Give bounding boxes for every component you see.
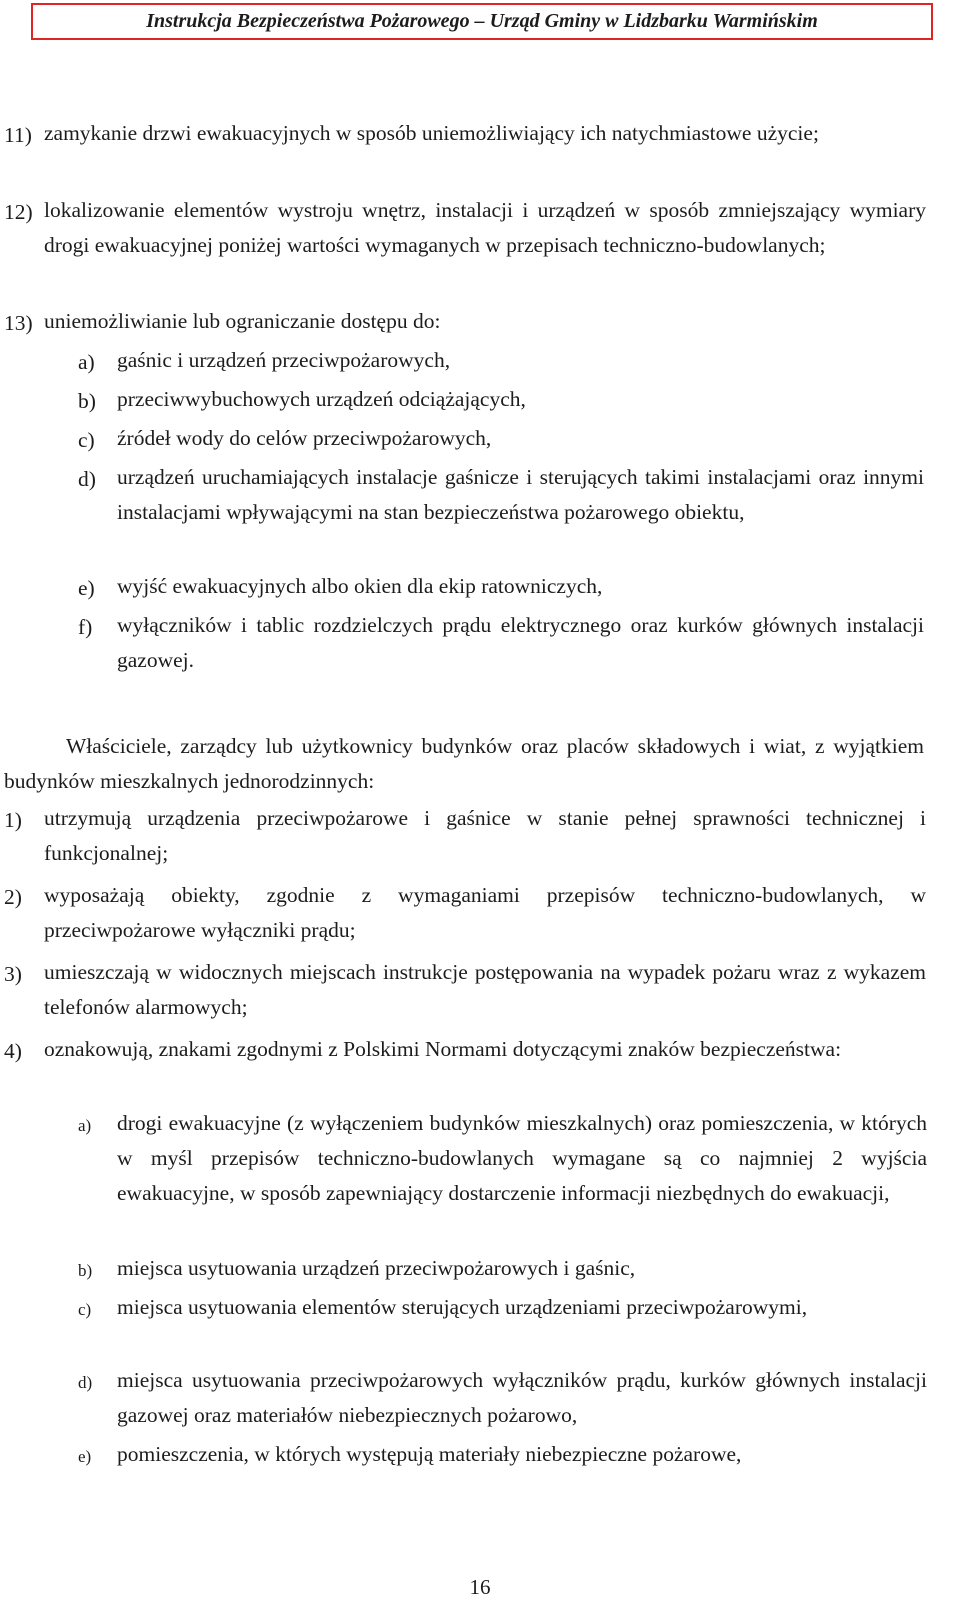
item-text: utrzymują urządzenia przeciwpożarowe i gaśnice w stanie pełnej sprawności technicznej i funkcjonalnej;: [44, 806, 926, 865]
item-number: 3): [4, 962, 22, 986]
sub-list-item: [78, 1370, 927, 1433]
item-letter: b): [78, 1261, 93, 1280]
list-item: [4, 962, 926, 1025]
item-letter: c): [78, 428, 95, 452]
item-text: umieszczają w widocznych miejscach instrukcje postępowania na wypadek pożaru wraz z wykazem telefonów alarmowych;: [44, 960, 926, 1019]
item-text: drogi ewakuacyjne (z wyłączeniem budynków mieszkalnych) oraz pomieszczenia, w których w myśl przepisów techniczno-budowlanych wymagane są co najmniej 2 wyjścia ewakuacyjne, w sposób zapewniający dostarczenie informacji niezbędnych do ewakuacji,: [117, 1111, 927, 1205]
item-text: wyłączników i tablic rozdzielczych prądu elektrycznego oraz kurków głównych instalacji gazowej.: [117, 613, 924, 672]
sub-list-item: [78, 615, 924, 678]
header-title: Instrukcja Bezpieczeństwa Pożarowego – Urząd Gminy w Lidzbarku Warmińskim: [146, 10, 818, 32]
page-number: 16: [469, 1575, 491, 1599]
item-number: 12): [4, 200, 33, 224]
item-text: zamykanie drzwi ewakuacyjnych w sposób uniemożliwiający ich natychmiastowe użycie;: [44, 121, 819, 145]
intro-paragraph: Właściciele, zarządcy lub użytkownicy budynków oraz placów składowych i wiat, z wyjątkiem budynków mieszkalnych jednorodzinnych:: [4, 734, 924, 793]
item-text: oznakowują, znakami zgodnymi z Polskimi Normami dotyczącymi znaków bezpieczeństwa:: [44, 1037, 842, 1061]
item-letter: a): [78, 1116, 92, 1135]
sub-list-item: [78, 576, 924, 604]
item-text: pomieszczenia, w których występują materiały niebezpieczne pożarowe,: [117, 1442, 742, 1466]
item-text: uniemożliwianie lub ograniczanie dostępu do:: [44, 309, 441, 333]
item-text: miejsca usytuowania urządzeń przeciwpożarowych i gaśnic,: [117, 1256, 636, 1280]
item-number: 13): [4, 311, 33, 335]
sub-list-item: [78, 350, 924, 378]
item-text: urządzeń uruchamiających instalacje gaśnicze i sterujących takimi instalacjami oraz innymi instalacjami wpływającymi na stan bezpieczeństwa pożarowego obiektu,: [117, 465, 924, 524]
sub-list-item: [78, 428, 924, 456]
item-letter: d): [78, 467, 96, 491]
item-text: miejsca usytuowania przeciwpożarowych wyłączników prądu, kurków głównych instalacji gazowej oraz materiałów niebezpiecznych pożarowo,: [117, 1368, 927, 1427]
item-number: 1): [4, 808, 22, 832]
item-number: 4): [4, 1039, 22, 1063]
item-number: 11): [4, 123, 32, 147]
item-letter: f): [78, 615, 93, 639]
item-text: miejsca usytuowania elementów sterujących urządzeniami przeciwpożarowymi,: [117, 1295, 808, 1319]
item-text: lokalizowanie elementów wystroju wnętrz, instalacji i urządzeń w sposób zmniejszający wymiary drogi ewakuacyjnej poniżej wartości wymaganych w przepisach techniczno-budowlanych;: [44, 198, 926, 257]
sub-list-item: [78, 467, 924, 530]
item-letter: c): [78, 1300, 92, 1319]
sub-list-item: [78, 389, 924, 417]
list-item: [4, 1039, 926, 1067]
item-letter: a): [78, 350, 95, 374]
list-item: [4, 123, 926, 151]
sub-list-item: [78, 1444, 927, 1472]
list-item: [4, 885, 926, 948]
list-item: [4, 808, 926, 871]
list-item: [4, 200, 926, 263]
item-text: przeciwwybuchowych urządzeń odciążających,: [117, 387, 526, 411]
item-text: wyposażają obiekty, zgodnie z wymaganiami przepisów techniczno-budowlanych, w przeciwpożarowe wyłączniki prądu;: [44, 883, 926, 942]
item-letter: b): [78, 389, 96, 413]
sub-list-item: [78, 1297, 927, 1325]
item-text: wyjść ewakuacyjnych albo okien dla ekip ratowniczych,: [117, 574, 603, 598]
list-item: [4, 311, 926, 339]
item-text: gaśnic i urządzeń przeciwpożarowych,: [117, 348, 451, 372]
sub-list-item: [78, 1113, 927, 1211]
item-letter: d): [78, 1373, 93, 1392]
item-text: źródeł wody do celów przeciwpożarowych,: [117, 426, 492, 450]
item-letter: e): [78, 576, 95, 600]
item-letter: e): [78, 1447, 92, 1466]
item-number: 2): [4, 885, 22, 909]
sub-list-item: [78, 1258, 927, 1286]
